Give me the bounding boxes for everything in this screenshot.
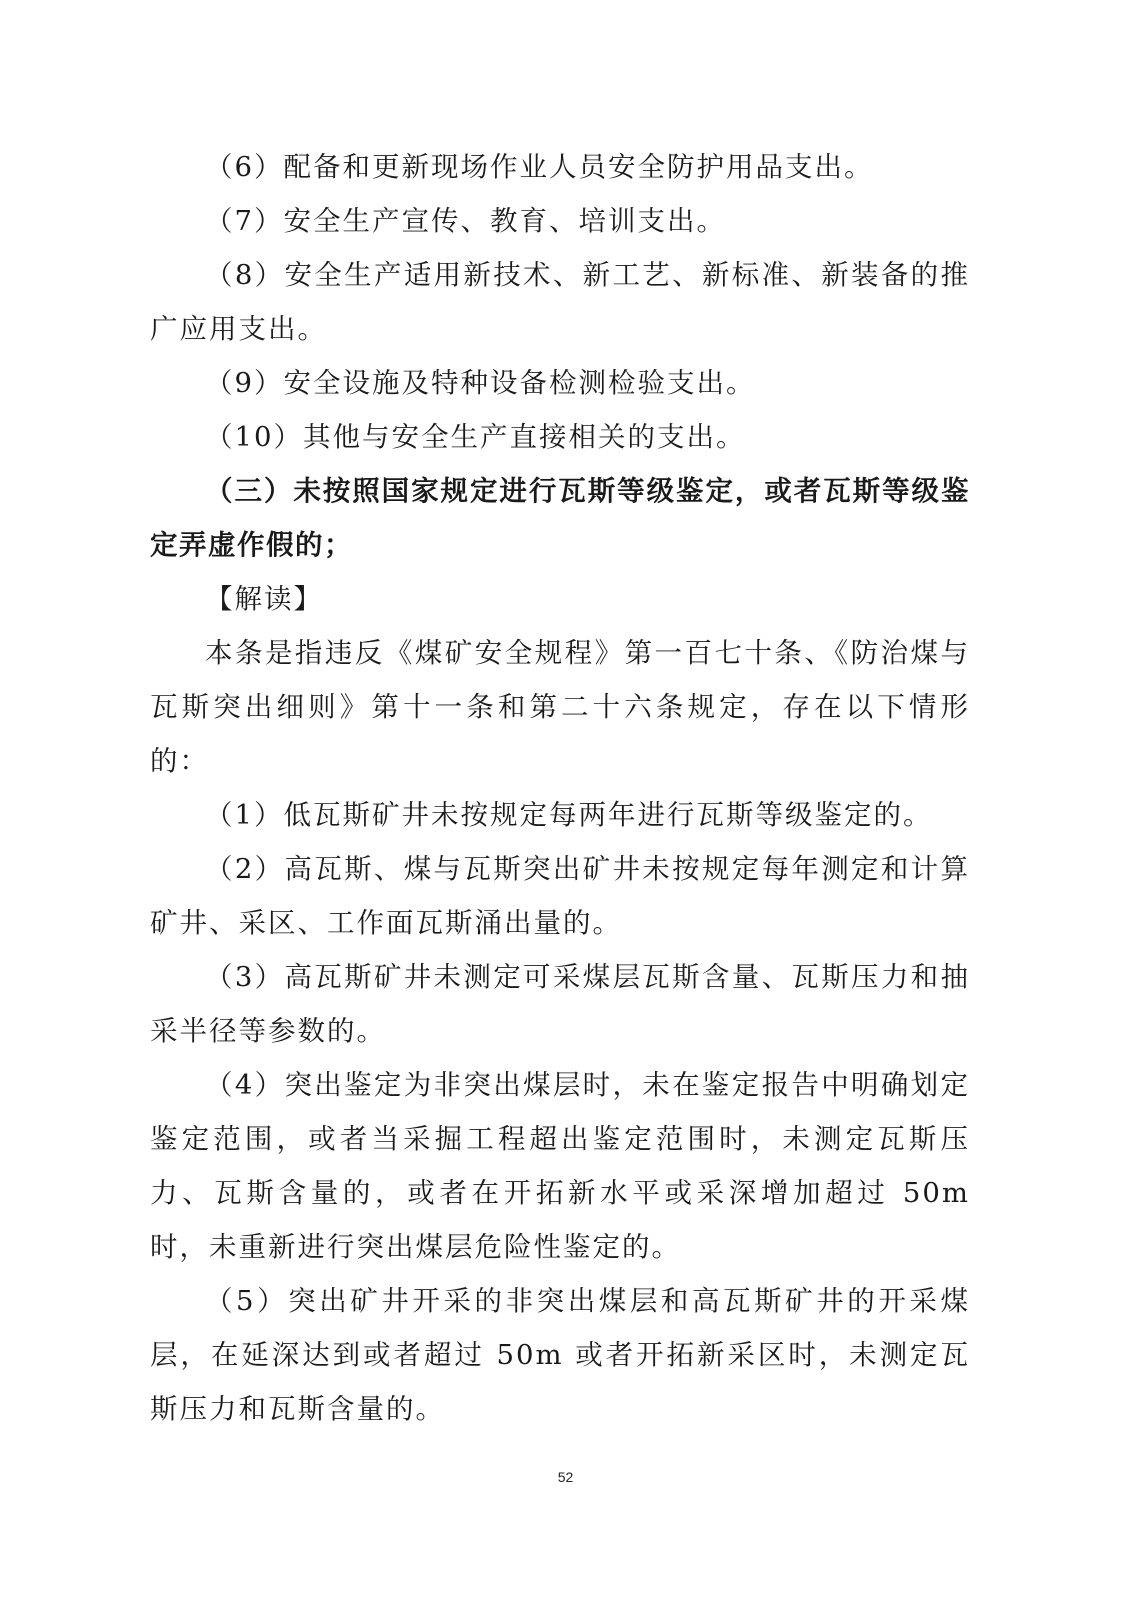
paragraph: （3）高瓦斯矿井未测定可采煤层瓦斯含量、瓦斯压力和抽采半径等参数的。: [150, 961, 970, 1047]
paragraph: （9）安全设施及特种设备检测检验支出。: [205, 367, 756, 399]
paragraph: （1）低瓦斯矿井未按规定每两年进行瓦斯等级鉴定的。: [205, 799, 933, 831]
paragraph: （10）其他与安全生产直接相关的支出。: [205, 421, 746, 453]
paragraph: 本条是指违反《煤矿安全规程》第一百七十条、《防治煤与瓦斯突出细则》第十一条和第二十六条规定，存在以下情形的：: [150, 637, 970, 777]
paragraph: （8）安全生产适用新技术、新工艺、新标准、新装备的推广应用支出。: [150, 259, 970, 345]
paragraph: （7）安全生产宣传、教育、培训支出。: [205, 205, 726, 237]
paragraph: （6）配备和更新现场作业人员安全防护用品支出。: [205, 151, 874, 183]
paragraph: （4）突出鉴定为非突出煤层时，未在鉴定报告中明确划定鉴定范围，或者当采掘工程超出鉴定范围时，未测定瓦斯压力、瓦斯含量的，或者在开拓新水平或采深增加超过 50m 时，未重新进行突出煤层危险性鉴定的。: [150, 1069, 970, 1263]
paragraph: （5）突出矿井开采的非突出煤层和高瓦斯矿井的开采煤层，在延深达到或者超过 50m 或者开拓新采区时，未测定瓦斯压力和瓦斯含量的。: [150, 1285, 970, 1425]
section-heading: （三）未按照国家规定进行瓦斯等级鉴定，或者瓦斯等级鉴定弄虚作假的；: [150, 475, 970, 561]
page-body: [150, 140, 970, 1436]
interpretation-label: 【解读】: [205, 583, 323, 615]
page-number: 52: [557, 1469, 574, 1485]
paragraph: （2）高瓦斯、煤与瓦斯突出矿井未按规定每年测定和计算矿井、采区、工作面瓦斯涌出量的。: [150, 853, 970, 939]
